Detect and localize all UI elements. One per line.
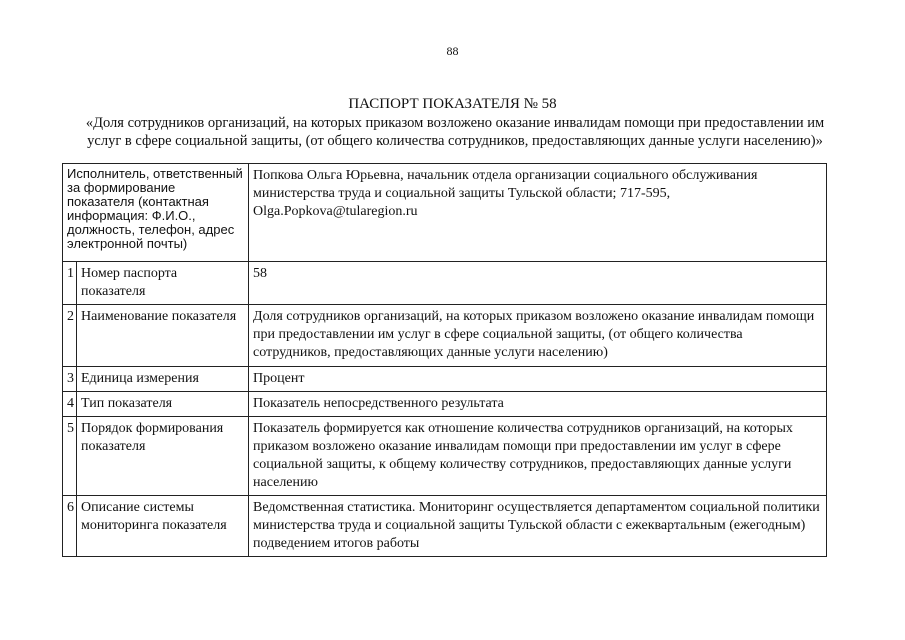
table-row [63, 417, 827, 496]
row-label: Единица измерения [77, 367, 249, 392]
passport-heading: ПАСПОРТ ПОКАЗАТЕЛЯ № 58 [348, 96, 557, 112]
row-value: Процент [249, 367, 827, 392]
row-label: Тип показателя [77, 392, 249, 417]
row-value: Показатель формируется как отношение количества сотрудников организаций, на которых приказом возложено оказание инвалидам помощи при предоставлении им услуг в сфере социальной защиты, к общему количеству сотрудников, предоставляющих данные услуги населению [249, 417, 827, 496]
row-label: Номер паспорта показателя [77, 262, 249, 305]
row-label: Порядок формирования показателя [77, 417, 249, 496]
row-number: 3 [63, 367, 77, 392]
table-row [63, 496, 827, 557]
row-number: 4 [63, 392, 77, 417]
page-number: 88 [446, 44, 459, 58]
row-value: Доля сотрудников организаций, на которых приказом возложено оказание инвалидам помощи при предоставлении им услуг в сфере социальной защиты, (от общего количества сотрудников, предоставляющих данные услуги населению) [249, 305, 827, 367]
row-number: 6 [63, 496, 77, 557]
table-row [63, 367, 827, 392]
row-value: Ведомственная статистика. Мониторинг осуществляется департаментом социальной политики министерства труда и социальной защиты Тульской области с ежеквартальным (ежегодным) подведением итогов работы [249, 496, 827, 557]
indicator-title: «Доля сотрудников организаций, на которых приказом возложено оказание инвалидам помощи при предоставлении им услуг в сфере социальной защиты, (от общего количества сотрудников, предоставляющих данные услуги населению)» [85, 115, 825, 149]
row-label: Наименование показателя [77, 305, 249, 367]
table-row [63, 262, 827, 305]
executor-contact: Попкова Ольга Юрьевна, начальник отдела организации социального обслуживания министерства труда и социальной защиты Тульской области; 717-595, [253, 168, 758, 201]
executor-email: Olga.Popkova@tularegion.ru [253, 204, 418, 219]
row-number: 1 [63, 262, 77, 305]
table-row [63, 305, 827, 367]
executor-label: Исполнитель, ответственный за формирование показателя (контактная информация: Ф.И.О., должность, телефон, адрес электронной почты) [63, 164, 249, 262]
row-number: 5 [63, 417, 77, 496]
executor-row [63, 164, 827, 262]
executor-value [249, 164, 827, 262]
row-value: Показатель непосредственного результата [249, 392, 827, 417]
row-label: Описание системы мониторинга показателя [77, 496, 249, 557]
passport-table [62, 163, 827, 557]
row-number: 2 [63, 305, 77, 367]
row-value: 58 [249, 262, 827, 305]
table-row [63, 392, 827, 417]
